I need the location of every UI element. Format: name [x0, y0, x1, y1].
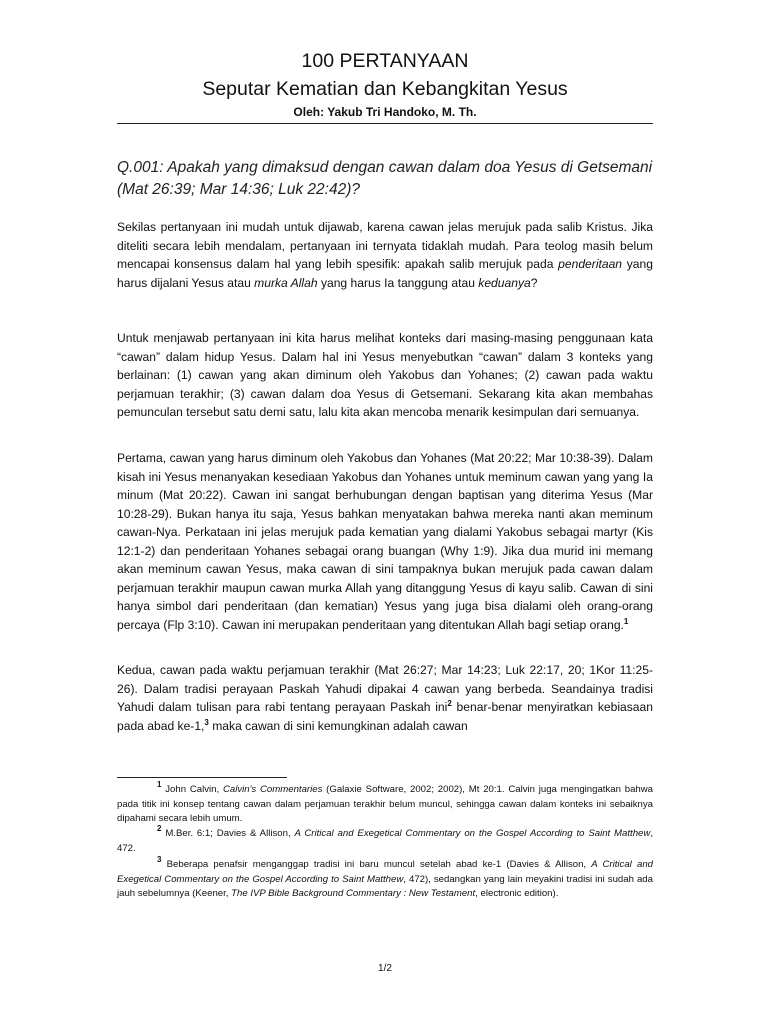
paragraph-text: yang harus dijalani Yesus atau: [117, 257, 653, 290]
paragraph-first-cup: [117, 449, 653, 634]
footnote-text: John Calvin,: [161, 784, 223, 795]
footnote-number: 2: [157, 824, 162, 833]
footnote-citation: Calvin's Commentaries: [222, 784, 323, 795]
paragraph-text: maka cawan di sini kemungkinan adalah cawan: [208, 718, 468, 733]
document-page: [117, 0, 653, 1024]
paragraph-text: benar-benar menyiratkan kebiasaan pada abad ke-1,: [117, 700, 653, 733]
footnote-ref[interactable]: 2: [447, 699, 452, 708]
emphasis-text: murka Allah: [254, 275, 318, 290]
emphasis-text: keduanya: [478, 275, 531, 290]
footnote-text: , electronic edition).: [475, 888, 559, 900]
footnote-number: 1: [157, 780, 162, 789]
footnote-3: [117, 855, 653, 902]
footnote-text: , 472.: [117, 828, 653, 854]
footnote-citation: A Critical and Exegetical Commentary on the Gospel According to Saint Matthew: [294, 828, 651, 839]
footnote-divider: [117, 777, 287, 778]
footnote-1: [117, 780, 653, 827]
footnote-2: [117, 824, 653, 856]
footnote-ref[interactable]: 3: [204, 717, 209, 727]
paragraph-context: Untuk menjawab pertanyaan ini kita harus melihat konteks dari masing-masing penggunaan kata “cawan” dalam hidup Yesus. Dalam hal ini Yesus menyebutkan “cawan” dalam 3 konteks yang berlainan: (1) cawan yang akan diminum oleh Yakobus dan Yohanes; (2) cawan pada waktu perjamuan terakhir; (3) cawan dalam doa Yesus di Getsemani. Sekarang kita akan membahas pemunculan tersebut satu demi satu, lalu kita akan mencoba menarik kesimpulan dari semuanya.: [117, 331, 653, 419]
paragraph-text: Pertama, cawan yang harus diminum oleh Yakobus dan Yohanes (Mat 20:22; Mar 10:38-39). Dalam kisah ini Yesus menanyakan kesediaan Yakobus dan Yohanes untuk meminum cawan yang yang Ia minum (Mat 20:22). Cawan ini sangat berhubungan dengan baptisan yang diterima Yesus (Mar 10:28-29). Bukan hanya itu saja, Yesus bahkan menyatakan bahwa mereka nanti akan meminum cawan-Nya. Perkataan ini jelas merujuk pada kematian yang dialami Yakobus sebagai martyr (Kis 12:1-2) dan penderitaan Yohanes sebagai orang buangan (Why 1:9). Jika dua murid ini memang akan meminum cawan Yesus, maka cawan di sini tampaknya bukan merujuk pada cawan dalam perjamuan terakhir maupun cawan murka Allah yang ditanggung Yesus di kayu salib. Cawan di sini hanya simbol dari penderitaan (dan kematian) Yesus yang juga bisa dialami oleh orang-orang percaya (Flp 3:10). Cawan ini merupakan penderitaan yang ditentukan Allah bagi setiap orang.: [117, 451, 653, 632]
footnote-text: Beberapa penafsir menganggap tradisi ini baru muncul setelah abad ke-1 (Davies & Allison,: [161, 859, 592, 870]
footnote-citation: A Critical and Exegetical Commentary on the Gospel According to Saint Matthew: [117, 859, 653, 885]
question-heading: Q.001: Apakah yang dimaksud dengan cawan dalam doa Yesus di Getsemani (Mat 26:39; Mar 14:36; Luk 22:42)?: [117, 159, 653, 198]
footnote-citation: The IVP Bible Background Commentary : New Testament: [231, 888, 476, 900]
footnote-text: , 472), sedangkan yang lain meyakini tradisi ini sudah ada jauh sebelumnya (Keener,: [117, 873, 653, 900]
footnote-text: (Galaxie Software, 2002; 2002), Mt 20:1. Calvin juga mengingatkan bahwa pada titik ini konsep tentang cawan dalam perjamuan terakhir belum muncul, sehingga cawan dalam konteks ini sebaiknya dipahami secara lebih umum.: [117, 784, 653, 825]
paragraph-intro: [117, 218, 653, 292]
paragraph-second-cup: [117, 661, 653, 735]
paragraph-text: yang harus Ia tanggung atau: [317, 275, 479, 290]
paragraph-text: Kedua, cawan pada waktu perjamuan terakhir (Mat 26:27; Mar 14:23; Luk 22:17, 20; 1Kor 11:25-26). Dalam tradisi perayaan Paskah Yahudi dipakai 4 cawan yang berbeda. Seandainya tradisi Yahudi dalam tulisan para rabi tentang perayaan Paskah ini: [117, 663, 653, 714]
footnote-text: M.Ber. 6:1; Davies & Allison,: [161, 828, 295, 839]
author-line: Oleh: Yakub Tri Handoko, M. Th.: [293, 105, 477, 119]
emphasis-text: penderitaan: [558, 257, 623, 271]
document-subtitle: Seputar Kematian dan Kebangkitan Yesus: [202, 78, 568, 100]
paragraph-text: ?: [530, 275, 538, 290]
footnote-ref[interactable]: 1: [623, 616, 629, 626]
footnote-number: 3: [157, 855, 162, 864]
title-divider: [117, 123, 653, 124]
page-number: 1/2: [378, 963, 392, 974]
document-title: 100 PERTANYAAN: [301, 50, 469, 72]
paragraph-text: Sekilas pertanyaan ini mudah untuk dijawab, karena cawan jelas merujuk pada salib Kristus. Jika diteliti secara lebih mendalam, pertanyaan ini ternyata tidaklah mudah. Para teolog masih belum mencapai konsensus dalam hal yang lebih spesifik: apakah salib merujuk pada: [117, 220, 653, 271]
